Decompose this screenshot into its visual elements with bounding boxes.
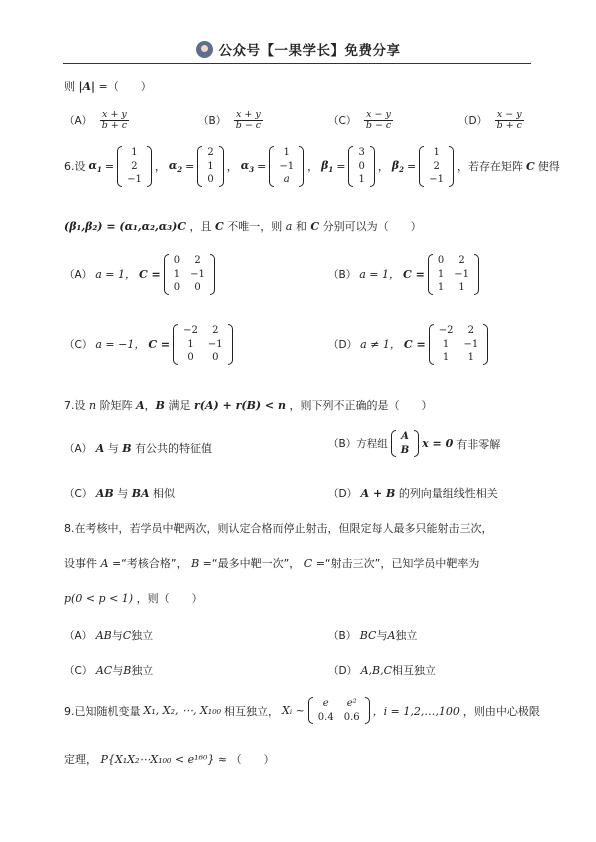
math-BA: BA bbox=[131, 487, 150, 500]
q6-equation: (β₁,β₂) = (α₁,α₂,α₃)C bbox=[64, 220, 187, 233]
option-label: （C） bbox=[328, 114, 357, 127]
q8-option-b bbox=[328, 627, 417, 643]
math-var: A bbox=[387, 629, 396, 642]
math-x: x = 0 bbox=[422, 437, 454, 450]
frac-num: x + y bbox=[236, 109, 261, 120]
text: ，则下列不正确的是（ ） bbox=[289, 399, 433, 412]
option-label: （D） bbox=[458, 114, 488, 127]
q8-line-2 bbox=[64, 555, 479, 571]
q5-option-a bbox=[64, 110, 129, 132]
distribution-matrix: e e² 0.4 0.6 bbox=[308, 697, 370, 724]
q8-line-1: 8.在考核中，若学员中靶两次，则认定合格而停止射击，但限定每人最多只能射击三次， bbox=[64, 522, 493, 535]
q8-option-c bbox=[64, 662, 153, 678]
math-n: n bbox=[89, 399, 97, 412]
q5-det: |A| bbox=[78, 80, 96, 93]
text: 与 bbox=[107, 442, 119, 455]
text: 有公共的特征值 bbox=[135, 442, 213, 455]
math-c: C bbox=[215, 220, 224, 233]
q8-option-a bbox=[64, 627, 153, 643]
text: “射击三次”，已知学员中靶率为 bbox=[324, 557, 480, 570]
text: ，则由中心极限 bbox=[462, 704, 540, 718]
math-var: B bbox=[123, 664, 132, 677]
frac-den: b + c bbox=[101, 120, 128, 132]
vec-name: $\beta_2$ bbox=[391, 158, 405, 174]
option-label: （C） bbox=[64, 665, 93, 677]
column-vector: 1 −1 a bbox=[269, 146, 304, 187]
q5-eq: =（ ） bbox=[98, 80, 152, 93]
column-vector: 2 1 0 bbox=[197, 146, 223, 187]
option-label: （A） bbox=[64, 114, 93, 127]
matrix: 0 2 1 −1 0 0 bbox=[164, 254, 215, 295]
q6-tail-end: 使得 bbox=[537, 160, 560, 174]
option-cond: a = 1， bbox=[95, 268, 136, 282]
option-label: （D） bbox=[328, 665, 358, 677]
column-vector: 1 2 −1 bbox=[117, 146, 152, 187]
text: 独立 bbox=[131, 629, 154, 642]
math-xi: Xᵢ ~ bbox=[282, 704, 305, 717]
option-label: （C） bbox=[64, 338, 93, 351]
q6-tail: ，若存在矩阵 bbox=[457, 160, 523, 174]
vec-name: $\beta_1$ bbox=[321, 158, 334, 174]
text: 阶矩阵 bbox=[99, 399, 133, 412]
frac-num: x + y bbox=[102, 109, 127, 120]
header-rule bbox=[63, 63, 531, 64]
q8-line-3 bbox=[64, 590, 203, 606]
block-matrix: A B bbox=[391, 430, 419, 457]
fraction bbox=[364, 110, 393, 132]
text: 与 bbox=[112, 664, 124, 677]
q6-option-c bbox=[64, 324, 233, 365]
math-C: C = bbox=[303, 557, 325, 570]
option-cond: a ≠ 1， bbox=[360, 338, 401, 352]
option-label: （A） bbox=[64, 443, 93, 455]
q5-lead: 则 bbox=[64, 80, 75, 93]
math-expr: BC bbox=[359, 629, 377, 642]
vec-name: $\alpha_1$ bbox=[88, 158, 102, 174]
text: 与 bbox=[111, 629, 123, 642]
text: 的列向量组线性相关 bbox=[398, 487, 498, 500]
q7-option-b bbox=[328, 430, 500, 457]
math-a: a bbox=[285, 220, 293, 233]
option-label: （C） bbox=[64, 488, 93, 500]
q6-option-d bbox=[328, 324, 488, 365]
matrix: −2 2 1 −1 1 1 bbox=[429, 324, 489, 365]
option-label: （B）方程组 bbox=[328, 438, 388, 450]
matrix: −2 2 1 −1 0 0 bbox=[173, 324, 233, 365]
vec-name: $\alpha_3$ bbox=[240, 158, 255, 174]
option-label: （A） bbox=[64, 630, 93, 642]
math-B: B = bbox=[191, 557, 212, 570]
text: 7.设 bbox=[64, 399, 86, 412]
q7-stem bbox=[64, 397, 432, 413]
q7-option-a bbox=[64, 440, 212, 456]
math-var: C bbox=[122, 629, 132, 642]
math-expr: A,B,C bbox=[360, 664, 393, 677]
math-vars: X₁, X₂, ⋯, X₁₀₀ bbox=[143, 704, 222, 717]
option-cond: a = −1， bbox=[95, 338, 146, 352]
text: 独立 bbox=[395, 629, 418, 642]
q5-det-line bbox=[64, 78, 152, 94]
frac-den: b − c bbox=[235, 120, 262, 132]
q5-option-c bbox=[328, 110, 393, 132]
page-header bbox=[0, 38, 596, 60]
text: ，且 bbox=[189, 220, 212, 233]
text: （ ） bbox=[230, 753, 275, 766]
q5-option-d bbox=[458, 110, 524, 132]
q9-line-1 bbox=[64, 697, 540, 724]
text: 独立 bbox=[131, 664, 154, 677]
option-label: （B） bbox=[198, 114, 227, 127]
q6-number: 6.设 bbox=[64, 160, 86, 174]
c-eq: C = bbox=[403, 267, 425, 281]
math-expr: AC bbox=[95, 664, 113, 677]
q6-condition-line bbox=[64, 218, 422, 234]
c-eq: C = bbox=[138, 267, 161, 281]
text: “最多中靶一次”， bbox=[211, 557, 301, 570]
frac-num: x − y bbox=[496, 109, 522, 120]
frac-num: x − y bbox=[366, 109, 391, 120]
math-sum: A + B bbox=[360, 487, 396, 500]
q6-tail-c: C bbox=[526, 159, 535, 173]
column-vector: 3 0 1 bbox=[348, 146, 374, 187]
option-label: （B） bbox=[328, 630, 357, 642]
fraction bbox=[234, 110, 263, 132]
text: 定理， bbox=[64, 753, 97, 766]
option-label: （D） bbox=[328, 488, 358, 500]
math-index: ，i = 1,2,…,100 bbox=[372, 704, 460, 718]
column-vector: 1 2 −1 bbox=[419, 146, 454, 187]
math-A: A = bbox=[100, 557, 122, 570]
text: 不唯一，则 bbox=[227, 220, 283, 233]
c-eq: C = bbox=[403, 337, 426, 351]
math-A: A bbox=[95, 442, 105, 455]
text: 相互独立， bbox=[224, 704, 280, 718]
option-label: （A） bbox=[64, 268, 93, 281]
q6-option-b bbox=[328, 254, 479, 295]
q7-option-c bbox=[64, 485, 175, 501]
q5-option-b bbox=[198, 110, 263, 132]
text: ， bbox=[144, 399, 156, 412]
option-cond: a = 1， bbox=[359, 268, 400, 282]
fraction bbox=[495, 110, 524, 132]
math-B: B bbox=[155, 399, 165, 412]
c-eq: C = bbox=[148, 337, 171, 351]
option-label: （B） bbox=[328, 268, 357, 281]
q7-inequality: r(A) + r(B) < n bbox=[193, 399, 286, 412]
header-title: 公众号【一果学长】免费分享 bbox=[218, 43, 401, 59]
math-AB: AB bbox=[95, 487, 114, 500]
q6-vectors-line: 6.设 $\alpha_1$ = 1 2 −1 ， $\alpha_2$ = 2 1 0 ， $\alpha_3$ = 1 −1 a ， $\beta_1$ = 3 0 1 ， $\beta_2$ = 1 2 −1 ，若存在矩阵 C 使得 bbox=[64, 147, 560, 185]
text: 与 bbox=[117, 487, 129, 500]
text: ，则（ ） bbox=[136, 592, 203, 605]
text: 和 bbox=[295, 220, 307, 233]
text: 9.已知随机变量 bbox=[64, 704, 141, 718]
option-label: （D） bbox=[328, 338, 358, 351]
fraction bbox=[100, 110, 129, 132]
frac-den: b + c bbox=[496, 120, 522, 132]
q6-option-a bbox=[64, 254, 215, 295]
math-c: C bbox=[310, 220, 320, 233]
math-probability: P{X₁X₂⋯X₁₀₀ < e¹⁶⁰} ≈ bbox=[100, 753, 228, 766]
matrix: 0 2 1 −1 1 1 bbox=[428, 254, 479, 295]
text: 分别可以为（ ） bbox=[322, 220, 422, 233]
q9-line-2 bbox=[64, 751, 275, 767]
text: 满足 bbox=[168, 399, 191, 412]
text: 有非零解 bbox=[456, 437, 501, 451]
math-p: p(0 < p < 1) bbox=[64, 592, 134, 605]
text: 相互独立 bbox=[392, 664, 437, 677]
frac-den: b − c bbox=[365, 120, 392, 132]
q7-option-d bbox=[328, 485, 498, 501]
math-A: A bbox=[136, 399, 145, 412]
text: 设事件 bbox=[64, 557, 97, 570]
math-B: B bbox=[122, 442, 132, 455]
math-expr: AB bbox=[95, 629, 112, 642]
text: 相似 bbox=[153, 487, 176, 500]
vec-name: $\alpha_2$ bbox=[168, 158, 183, 174]
avatar-logo-icon bbox=[196, 41, 213, 58]
q8-option-d bbox=[328, 662, 436, 678]
text: “考核合格”， bbox=[121, 557, 188, 570]
text: 与 bbox=[376, 629, 388, 642]
